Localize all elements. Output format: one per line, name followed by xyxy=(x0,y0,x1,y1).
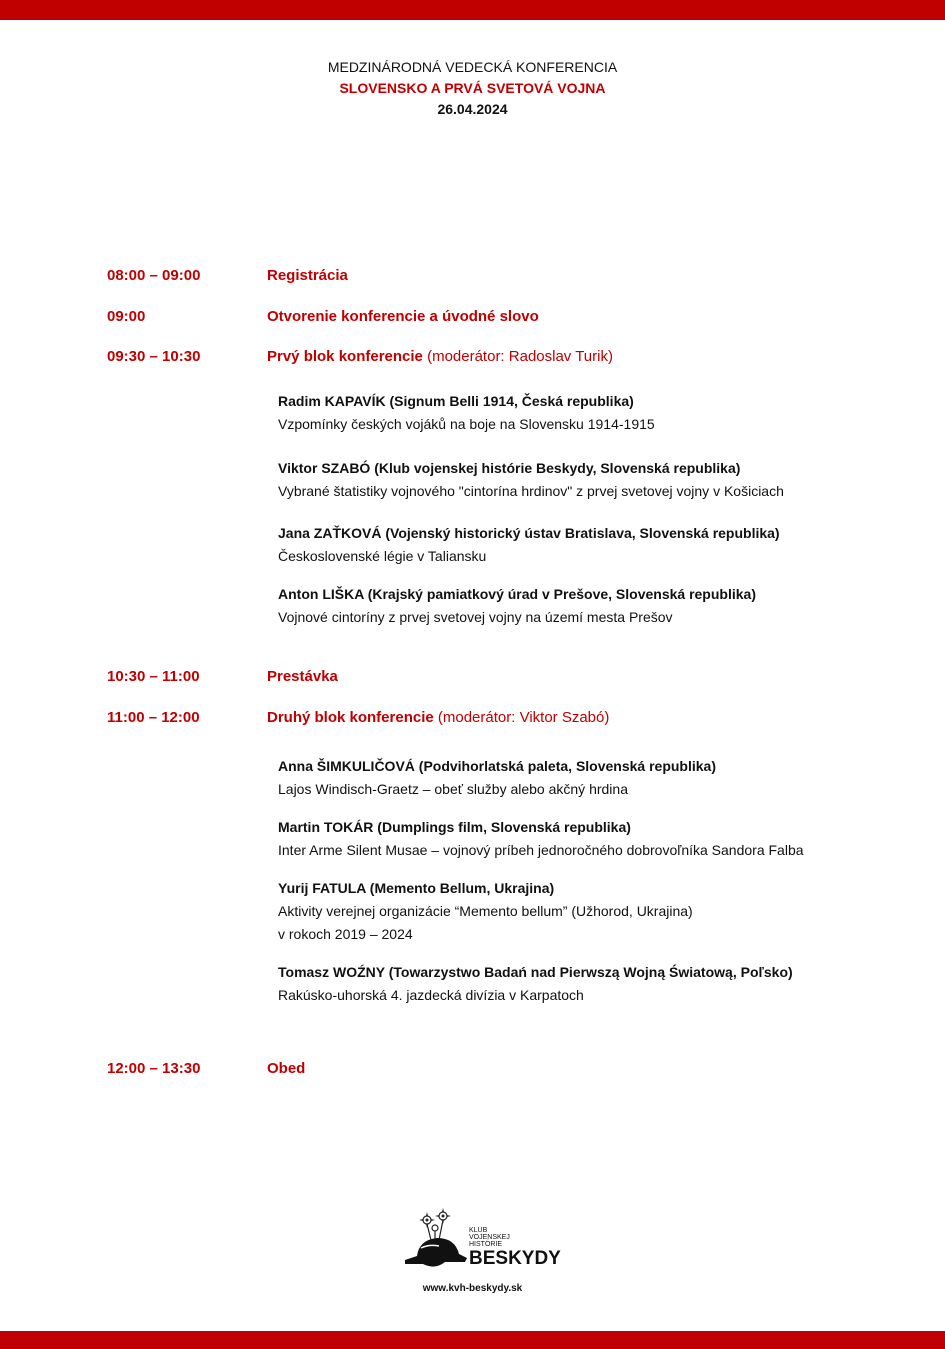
schedule-time: 09:30 – 10:30 xyxy=(107,348,201,365)
talk-item xyxy=(278,457,898,503)
talk-title: Československé légie v Taliansku xyxy=(278,548,487,564)
schedule-time: 08:00 – 09:00 xyxy=(107,267,201,284)
talk-item xyxy=(278,877,898,946)
top-accent-bar xyxy=(0,0,945,20)
logo-graphic xyxy=(405,1208,565,1278)
speaker: Martin TOKÁR (Dumplings film, Slovenská republika) xyxy=(278,819,631,835)
bottom-accent-bar xyxy=(0,1331,945,1349)
talk-title: Vzpomínky českých vojáků na boje na Slovensku 1914-1915 xyxy=(278,416,655,432)
logo-text-line3: HISTÓRIE xyxy=(469,1241,503,1248)
schedule-label: Prestávka xyxy=(267,668,338,685)
talk-title: Inter Arme Silent Musae – vojnový príbeh jednoročného dobrovoľníka Sandora Falba xyxy=(278,842,804,858)
speaker: Yurij FATULA (Memento Bellum, Ukrajina) xyxy=(278,880,555,896)
moderator: (moderátor: Radoslav Turik) xyxy=(422,348,613,365)
schedule-time: 10:30 – 11:00 xyxy=(107,668,200,685)
logo-text-line2: VOJENSKEJ xyxy=(469,1234,510,1241)
talk-item xyxy=(278,522,898,568)
talk-item xyxy=(278,390,898,436)
talk-title: Aktivity verejnej organizácie “Memento bellum” (Užhorod, Ukrajina) xyxy=(278,903,693,919)
talk-item xyxy=(278,816,898,862)
website-url: www.kvh-beskydy.sk xyxy=(422,1283,523,1294)
talk-item xyxy=(278,961,898,1007)
talk-title: Lajos Windisch-Graetz – obeť služby alebo akčný hrdina xyxy=(278,781,628,797)
schedule-label: Obed xyxy=(267,1060,306,1077)
talk-title: Vojnové cintoríny z prvej svetovej vojny na území mesta Prešov xyxy=(278,609,673,625)
logo-text-line4: BESKYDY xyxy=(469,1248,561,1269)
schedule-label: Druhý blok konferencie (moderátor: Viktor Szabó) xyxy=(267,709,610,726)
conference-type: MEDZINÁRODNÁ VEDECKÁ KONFERENCIA xyxy=(327,59,618,75)
logo-text-line1: KLUB xyxy=(469,1227,488,1234)
schedule-label: Otvorenie konferencie a úvodné slovo xyxy=(267,308,539,325)
document-header xyxy=(0,57,945,120)
speaker: Anton LIŠKA (Krajský pamiatkový úrad v Prešove, Slovenská republika) xyxy=(278,586,756,602)
moderator: (moderátor: Viktor Szabó) xyxy=(433,709,610,726)
conference-date: 26.04.2024 xyxy=(437,101,508,117)
schedule-time: 09:00 xyxy=(107,308,146,325)
conference-title: SLOVENSKO A PRVÁ SVETOVÁ VOJNA xyxy=(339,80,606,96)
speaker: Anna ŠIMKULIČOVÁ (Podvihorlatská paleta, Slovenská republika) xyxy=(278,758,716,774)
speaker: Radim KAPAVÍK (Signum Belli 1914, Česká republika) xyxy=(278,393,634,409)
schedule-time: 11:00 – 12:00 xyxy=(107,709,200,726)
speaker: Jana ZAŤKOVÁ (Vojenský historický ústav Bratislava, Slovenská republika) xyxy=(278,525,780,541)
speaker: Tomasz WOŹNY (Towarzystwo Badań nad Pierwszą Wojną Światową, Poľsko) xyxy=(278,964,793,980)
talk-title: Rakúsko-uhorská 4. jazdecká divízia v Karpatoch xyxy=(278,987,584,1003)
talk-title-continued: v rokoch 2019 – 2024 xyxy=(278,926,413,942)
talk-title: Vybrané štatistiky vojnového "cintorína hrdinov" z prvej svetovej vojny v Košiciach xyxy=(278,483,784,499)
speaker: Viktor SZABÓ (Klub vojenskej histórie Beskydy, Slovenská republika) xyxy=(278,460,741,476)
talk-item xyxy=(278,755,898,801)
club-logo xyxy=(405,1208,565,1278)
talk-item xyxy=(278,583,898,629)
schedule-label: Registrácia xyxy=(267,267,348,284)
schedule-time: 12:00 – 13:30 xyxy=(107,1060,201,1077)
schedule-label: Prvý blok konferencie (moderátor: Radoslav Turik) xyxy=(267,348,613,365)
